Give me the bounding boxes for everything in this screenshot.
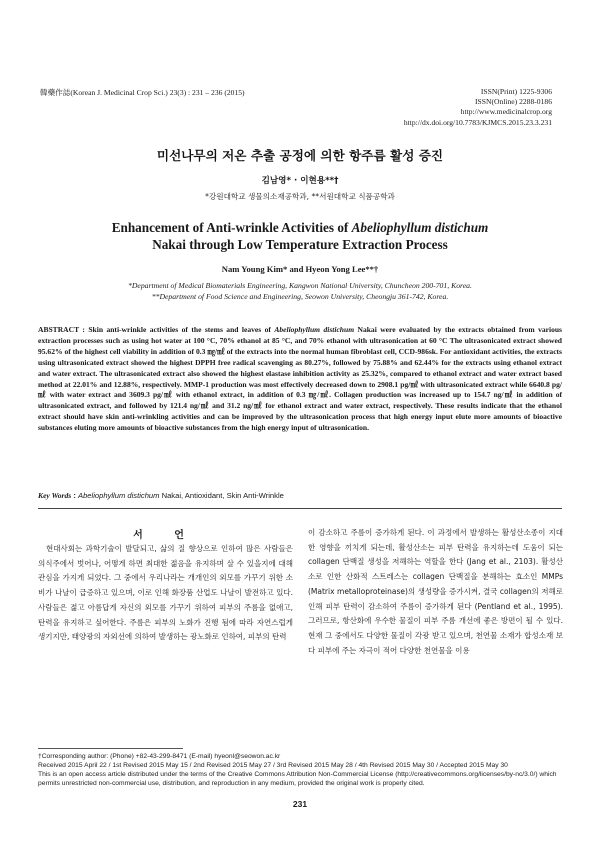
section-heading: 서 언 [133,530,198,541]
keywords-separator: : [71,491,79,500]
keywords [38,491,562,500]
abstract [38,325,562,434]
abstract-part2: Nakai were evaluated by the extracts obtained from various extraction processes such as using hot water at 100 °C, 70% ethanol at 85 °C, and 70% ethanol with ultrasonication at 60 °C The ultrasonicated extract showed 95.62% of the highest cell viability in addition of 0.3 ㎎/㎖ of the extracts into the normal human fibroblast cell, CCD-986sk. For antioxidant activities, the extracts using ultrasonicated extract showed the highest DPPH free radical scavenging as 80.27%, followed by 75.88% and 62.44% for the extracts using ethanol extract and water extract. The ultrasonicated extract also showed the highest elastase inhibition activity as 25.32%, compared to ethanol extract and water extract based method at 22.01% and 12.88%, respectively. MMP-1 production was most effectively decreased down to 2908.1 pg/㎖ with ultrasonicated extract while 6640.8 pg/㎖ with water extract and 3609.3 pg/㎖ with ethanol extract, in addition of 0.3 ㎎/㎖. Collagen production was increased up to 154.7 ng/㎖ in addition of ultrasonicated extract, and followed by 121.4 ng/㎖ and 31.2 ng/㎖ for ethanol extract and water extract, respectively. These results indicate that the ethanol extract should have skin anti-wrinkling activities and can be improved by the ultrasonication process that high energy input elute more amounts of bioactive substances eluting more amounts of bioactive substances from the high energy input of ultrasonication. [38,325,562,433]
korean-affiliation: *강원대학교 생물의소재공학과, **서원대학교 식품공학과 [205,192,395,201]
issn-online: ISSN(Online) 2288-0186 [475,97,552,107]
abstract-label: ABSTRACT : [38,325,89,334]
right-paragraph: 이 감소하고 주름이 증가하게 된다. 이 과정에서 발생하는 활성산소종이 지대한 영향을 끼치게 되는데, 활성산소는 피부 탄력을 유지하는데 도움이 되는 collagen 단백질 생성을 저해하는 역할을 한다 (Jang et al., 2103). 활성산소로 인한 산화적 스트레스는 collagen 단백질을 분해하는 효소인 MMPs (Matrix metalloproteinase)의 생성량을 증가시켜, 결국 collagen의 저해로 인해 피부 탄력이 감소하여 주름이 증가하게 된다 (Pentland et al., 1995). 그러므로, 항산화에 우수한 물질이 피부 주름 개선에 좋은 방편이 될 수 있다. 현재 그 중에서도 다양한 물질이 각광 받고 있으며, 천연물 소재가 합성소재 보다 피부에 주는 자극이 적어 다양한 천연물을 이용 [308,528,563,655]
received-dates: Received 2015 April 22 / 1st Revised 2015 May 15 / 2nd Revised 2015 May 27 / 3rd Revised 2015 May 28 / 4th Revised 2015 May 30 / Accepted 2015 May 30 [38,762,508,770]
english-title [0,220,600,253]
title-line1: Enhancement of Anti-wrinkle Activities of [111,220,352,235]
journal-website[interactable]: http://www.medicinalcrop.org [460,107,552,117]
page-number: 231 [292,799,308,809]
title-species: Abeliophyllum distichum [351,220,489,235]
issn-block [404,87,552,128]
korean-title: 미선나무의 저온 추출 공정에 의한 항주름 활성 증진 [156,148,444,163]
abstract-species: Abeliophyllum distichum [274,325,355,334]
corresponding-author: †Corresponding author: (Phone) +82-43-299-8471 (E-mail) hyeonl@seowon.ac.kr [38,753,281,760]
affiliation-2: **Department of Food Science and Engineering, Seowon University, Cheongju 361-742, Korea. [151,291,449,301]
body-column-right [308,526,563,658]
left-paragraph: 현대사회는 과학기술이 발달되고, 삶의 질 향상으로 인하여 많은 사람들은 의식주에서 벗어나, 어떻게 하면 최대한 젊음을 유지하며 살 수 있을지에 대해 관심을 가지게 되었다. 그 중에서 우리나라는 개개인의 외모를 가꾸기 위한 소비가 나날이 급증하고 있으며, 이로 인해 화장품 산업도 나날이 발전하고 있다. 사람들은 젊고 아름답게 자신의 외모를 가꾸기 위하여 피부의 주름을 없애고, 탄력을 유지하고 싶어한다. 주름은 피부의 노화가 진행 됨에 따라 자연스럽게 생기지만, 태양광의 자외선에 의하여 발생하는 광노화로 인하여, 피부의 탄력 [38,544,293,642]
korean-authors: 김남영* · 이현용**† [261,176,339,186]
abstract-divider [38,508,562,509]
doi-link[interactable]: http://dx.doi.org/10.7783/KJMCS.2015.23.3.231 [403,117,552,127]
body-column-left [38,542,293,645]
issn-print: ISSN(Print) 1225-9306 [480,87,552,96]
keywords-species: Abeliophyllum distichum [78,491,160,500]
footnote [38,752,562,788]
footnote-divider [38,748,183,749]
english-authors: Nam Young Kim* and Hyeon Yong Lee**† [221,264,379,274]
english-affiliations [0,281,600,302]
abstract-part1: Skin anti-wrinkle activities of the stems and leaves of [88,325,275,334]
title-line2: Nakai through Low Temperature Extraction Process [152,236,448,252]
keywords-label: Key Words [38,491,72,500]
keywords-rest: Nakai, Antioxidant, Skin Anti-Wrinkle [159,491,284,500]
journal-citation: 韓藥作誌(Korean J. Medicinal Crop Sci.) 23(3) : 231 – 236 (2015) [40,88,245,97]
license-text: This is an open access article distributed under the terms of the Creative Commons Attribution Non-Commercial License (http://creativecommons.org/licenses/by-nc/3.0/) which permits unrestricted non-commercial use, distribution, and reproduction in any medium, provided the original work is properly cited. [38,771,557,788]
affiliation-1: *Department of Medical Biomaterials Engineering, Kangwon National University, Chuncheon 200-701, Korea. [128,281,472,290]
